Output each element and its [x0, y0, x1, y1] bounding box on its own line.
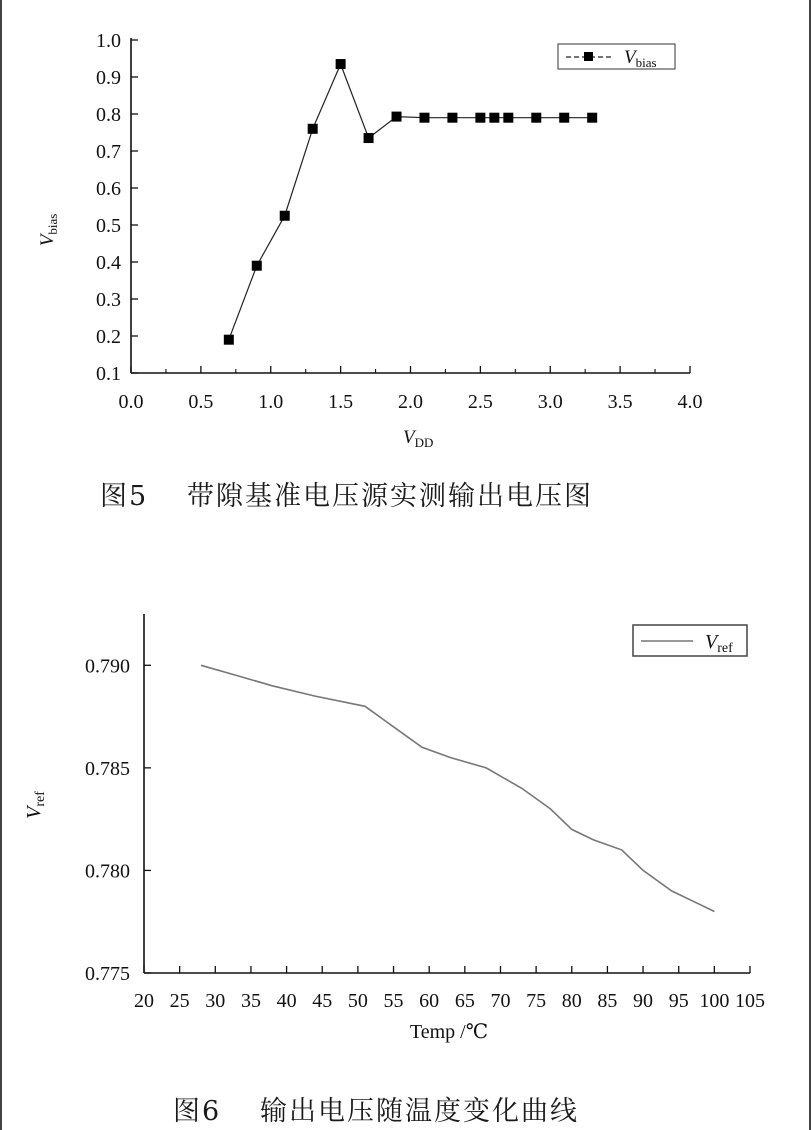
x-tick-label: 105	[735, 990, 765, 1012]
y-axis-label: $V_{bias}$	[37, 213, 60, 247]
x-tick-label: 60	[419, 990, 440, 1012]
x-tick-label: 40	[276, 990, 297, 1012]
y-tick-label: 0.790	[85, 655, 130, 678]
series-line-vref	[201, 665, 714, 911]
y-tick-label: 0.5	[96, 215, 121, 237]
x-tick-label: 1.0	[258, 391, 284, 413]
x-tick-label: 95	[668, 990, 689, 1012]
x-tick-label: 100	[699, 990, 730, 1012]
x-tick-label: 75	[526, 990, 547, 1012]
x-tick-label: 4.0	[677, 391, 703, 413]
y-tick-label: 0.4	[96, 252, 121, 274]
x-tick-label: 0.5	[188, 391, 214, 413]
x-tick-label: 30	[205, 990, 226, 1012]
x-tick-label: 70	[490, 990, 511, 1012]
figure-6-title: 输出电压随温度变化曲线	[260, 1096, 579, 1127]
y-axis-label: $V_{ref}$	[23, 791, 48, 819]
x-tick-label: 2.0	[398, 391, 423, 413]
legend-label-vref: $V_{ref}$	[705, 631, 733, 656]
y-tick-label: 0.2	[96, 326, 121, 348]
y-tick-label: 0.785	[85, 757, 130, 780]
y-tick-label: 0.6	[96, 178, 121, 200]
y-tick-label: 0.1	[96, 363, 121, 385]
x-tick-label: 3.5	[607, 391, 633, 413]
y-tick-label: 0.775	[85, 963, 130, 985]
x-tick-label: 85	[597, 990, 618, 1012]
x-tick-label: 35	[240, 990, 261, 1012]
x-tick-label: 45	[312, 990, 333, 1012]
y-tick-label: 1.0	[96, 30, 121, 52]
x-tick-label: 50	[347, 990, 368, 1012]
y-tick-label: 0.3	[96, 289, 121, 311]
x-tick-label: 65	[454, 990, 475, 1012]
x-tick-label: 55	[383, 990, 404, 1012]
x-tick-label: 0.0	[118, 391, 144, 413]
figure-6-number: 图6	[173, 1096, 222, 1127]
x-tick-label: 3.0	[537, 391, 563, 413]
y-tick-label: 0.780	[85, 860, 130, 883]
x-tick-label: 80	[561, 990, 582, 1012]
legend-label-vbias: $V_{bias}$	[624, 47, 657, 70]
y-tick-label: 0.9	[96, 67, 121, 89]
x-tick-label: 25	[169, 990, 190, 1012]
legend	[633, 625, 747, 656]
x-tick-label: 90	[633, 990, 654, 1012]
y-tick-label: 0.8	[96, 104, 121, 126]
x-tick-label: 1.5	[328, 391, 354, 413]
x-tick-label: 2.5	[467, 391, 493, 413]
x-tick-label: 20	[134, 990, 154, 1012]
figure-5-title: 带隙基准电压源实测输出电压图	[187, 481, 593, 512]
y-tick-label: 0.7	[96, 141, 121, 163]
x-axis-label: $V_{DD}$	[403, 427, 434, 450]
x-axis-label: Temp /℃	[409, 1021, 489, 1043]
figure-5-number: 图5	[100, 481, 149, 512]
